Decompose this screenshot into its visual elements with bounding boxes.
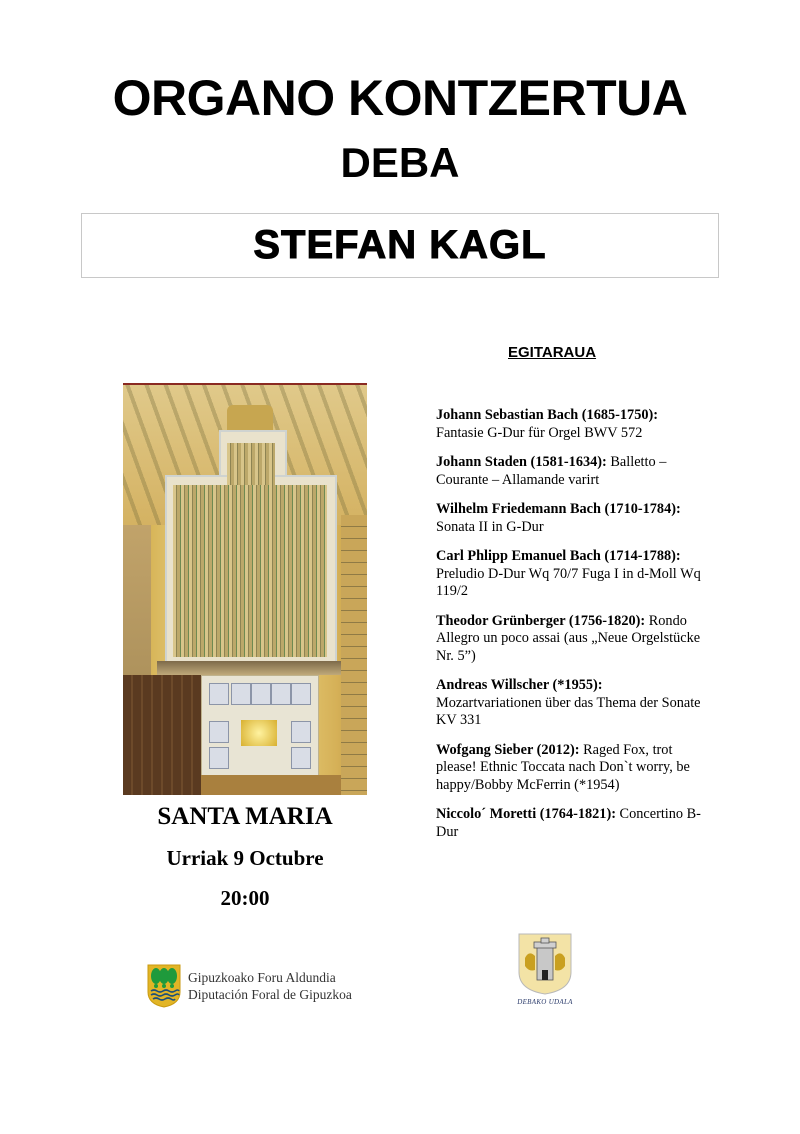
tile-panel <box>271 683 291 705</box>
organ-cornice <box>157 661 341 675</box>
venue-date: Urriak 9 Octubre <box>166 846 324 870</box>
tile-panel <box>209 721 229 743</box>
work: Preludio D-Dur Wq 70/7 Fuga I in d-Moll Wq 119/2 <box>436 565 701 599</box>
composer: Carl Phlipp Emanuel Bach (1714-1788): <box>436 548 681 564</box>
artist-box <box>81 213 719 278</box>
program-heading: EGITARAUA <box>508 344 597 361</box>
work: Balletto – Courante – Allamande varirt <box>436 454 667 488</box>
gipuzkoa-shield-icon <box>147 964 181 1008</box>
tile-panel <box>291 721 311 743</box>
tile-panel <box>209 683 229 705</box>
venue-name: SANTA MARIA <box>157 803 333 830</box>
composer: Niccolo´ Moretti (1764-1821): <box>436 806 616 822</box>
tile-panel <box>251 683 271 705</box>
work: Fantasie G-Dur für Orgel BWV 572 <box>436 424 643 441</box>
tile-panel <box>291 683 311 705</box>
composer: Theodor Grünberger (1756-1820): <box>436 612 646 629</box>
program-item <box>436 742 706 795</box>
program-item <box>436 806 706 841</box>
poster-subtitle: DEBA <box>340 139 460 186</box>
composer: Wilhelm Friedemann Bach (1710-1784): <box>436 501 681 517</box>
console-light <box>241 720 277 746</box>
work: Mozartvariationen über das Thema der Sonate KV 331 <box>436 694 701 728</box>
work: Concertino B-Dur <box>436 806 701 840</box>
organ-pipes <box>173 485 327 657</box>
program-item <box>436 501 706 536</box>
tile-panel <box>291 747 311 769</box>
choir-stalls <box>123 675 201 795</box>
program-item <box>436 548 706 601</box>
composer: Andreas Willscher (*1955): <box>436 677 603 693</box>
deba-logo <box>512 932 578 1006</box>
gipuzkoa-line1: Gipuzkoako Foru Aldundia <box>188 970 336 985</box>
gipuzkoa-logo-text <box>188 969 352 1003</box>
floor <box>201 775 341 795</box>
gipuzkoa-line2: Diputación Foral de Gipuzkoa <box>188 987 352 1002</box>
stone-pillar <box>341 515 367 795</box>
work: Rondo Allegro un poco assai (aus „Neue Orgelstücke Nr. 5”) <box>436 612 701 664</box>
poster-title: ORGANO KONTZERTUA <box>112 70 688 126</box>
venue-time: 20:00 <box>220 886 270 910</box>
church-organ-photo <box>123 383 367 795</box>
deba-logo-caption: DEBAKO UDALA <box>517 998 573 1006</box>
composer: Johann Staden (1581-1634): <box>436 454 607 470</box>
work: Raged Fox, trot please! Ethnic Toccata nach Don`t worry, be happy/Bobby McFerrin (*1954) <box>436 741 690 793</box>
gipuzkoa-logo <box>147 964 352 1008</box>
tile-panel <box>209 747 229 769</box>
organ-crest <box>227 405 273 433</box>
program-list <box>436 407 706 853</box>
program-item <box>436 454 706 489</box>
artist-name: STEFAN KAGL <box>253 223 547 267</box>
composer: Johann Sebastian Bach (1685-1750): <box>436 407 659 423</box>
program-item <box>436 407 706 442</box>
tile-panel <box>231 683 251 705</box>
program-item <box>436 677 706 730</box>
program-item <box>436 613 706 666</box>
deba-shield-icon <box>517 932 573 996</box>
work: Sonata II in G-Dur <box>436 518 544 535</box>
composer: Wofgang Sieber (2012): <box>436 741 580 758</box>
